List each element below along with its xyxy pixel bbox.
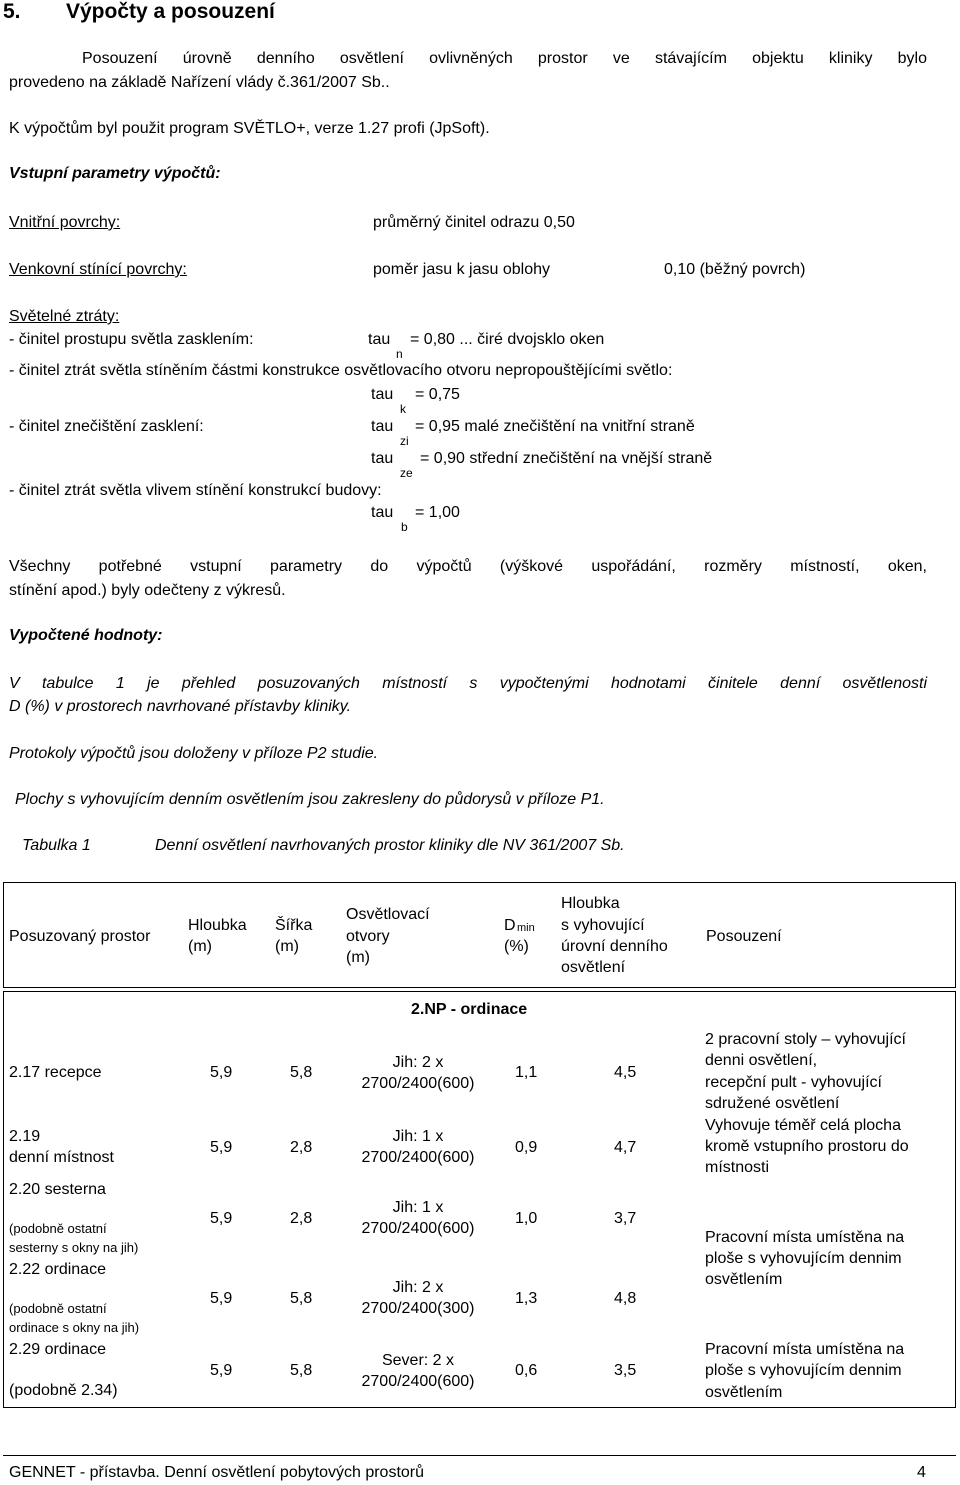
assessment-line: Vyhovuje téměř celá plocha [705, 1117, 901, 1134]
tau-b-symbol: tau [371, 504, 394, 521]
row-width: 5,8 [290, 1290, 313, 1307]
assessment-line: Pracovní místa umístěna na [705, 1229, 905, 1246]
interior-value: průměrný činitel odrazu 0,50 [373, 214, 575, 231]
tau-ze-symbol: tau [371, 450, 394, 467]
tau-zi-subscript: zi [400, 434, 409, 448]
floor-label: 2.NP - ordinace [411, 1001, 528, 1018]
tau-n-symbol: tau [368, 331, 391, 348]
row-windows-1: Jih: 2 x [392, 1279, 444, 1296]
row-sat-depth: 4,7 [614, 1139, 637, 1156]
row-room: 2.22 ordinace [9, 1261, 106, 1278]
row-windows-1: Jih: 1 x [392, 1128, 444, 1145]
assessment-line: denni osvětlení, [705, 1052, 818, 1069]
tau-k-subscript: k [400, 402, 406, 416]
exterior-label: Venkovní stínící povrchy: [9, 261, 187, 278]
row-windows-1: Jih: 2 x [392, 1054, 444, 1071]
row-room-3: sesterny s okny na jih) [9, 1240, 139, 1255]
row-dmin: 1,1 [515, 1064, 538, 1081]
row-sat-depth: 3,5 [614, 1362, 637, 1379]
row-dmin: 0,9 [515, 1139, 538, 1156]
row-width: 2,8 [290, 1210, 313, 1227]
note-line-2: stínění apod.) byly odečteny z výkresů. [9, 582, 286, 599]
assessment-line: osvětlením [705, 1384, 783, 1401]
row-room-2: (podobně ostatní [9, 1301, 107, 1316]
header-assessment: Posouzení [706, 928, 782, 945]
glazing-value: = 0,80 ... čiré dvojsklo oken [410, 331, 605, 348]
row-dmin: 0,6 [515, 1362, 538, 1379]
exterior-value: poměr jasu k jasu oblohy [373, 261, 550, 278]
page-number: 4 [917, 1464, 926, 1481]
building-value: = 1,00 [415, 504, 460, 521]
computed-heading: Vypočtené hodnoty: [9, 627, 163, 644]
computed-p1-line-2: D (%) v prostorech navrhované přístavby kliniky. [9, 698, 352, 715]
exterior-note: 0,10 (běžný povrch) [664, 261, 806, 278]
header-depth-1: Hloubka [188, 917, 247, 934]
row-windows-1: Sever: 2 x [381, 1352, 455, 1369]
header-dmin: D [504, 917, 516, 934]
assessment-line: ploše s vyhovujícím dennim [705, 1362, 902, 1379]
assessment-line: kromě vstupního prostoru do [705, 1138, 909, 1155]
header-sat-2: s vyhovující [561, 917, 645, 934]
header-windows-2: otvory [346, 928, 390, 945]
row-room-2: (podobně 2.34) [9, 1382, 118, 1399]
losses-label: Světelné ztráty: [9, 308, 120, 325]
row-depth: 5,9 [210, 1362, 233, 1379]
tau-ze-subscript: ze [400, 466, 413, 480]
header-sat-4: osvětlení [561, 959, 626, 976]
dirt-zi-value: = 0,95 malé znečištění na vnitřní straně [415, 418, 695, 435]
assessment-line: recepční pult - vyhovující [705, 1074, 882, 1091]
section-title: Výpočty a posouzení [66, 0, 275, 23]
computed-p1-line-1: V tabulce 1 je přehled posuzovaných místností s vypočtenými hodnotami činitele denní osvětlenosti [9, 675, 927, 692]
row-room: 2.19 [9, 1128, 41, 1145]
row-windows-2: 2700/2400(300) [361, 1300, 475, 1317]
row-room-3: ordinace s okny na jih) [9, 1320, 140, 1335]
row-width: 2,8 [290, 1139, 313, 1156]
header-width-1: Šířka [275, 917, 313, 934]
interior-label: Vnitřní povrchy: [9, 214, 121, 231]
row-width: 5,8 [290, 1064, 313, 1081]
tau-k-symbol: tau [371, 386, 394, 403]
glazing-label: - činitel prostupu světla zasklením: [9, 331, 254, 348]
row-room: 2.20 sesterna [9, 1181, 106, 1198]
assessment-line: ploše s vyhovujícím dennim [705, 1250, 902, 1267]
tau-zi-symbol: tau [371, 418, 394, 435]
intro-line-1: Posouzení úrovně denního osvětlení ovlivněných prostor ve stávajícím objektu kliniky bylo [82, 50, 927, 67]
row-room: 2.29 ordinace [9, 1341, 106, 1358]
row-depth: 5,9 [210, 1139, 233, 1156]
row-depth: 5,9 [210, 1064, 233, 1081]
row-room-2: (podobně ostatní [9, 1221, 107, 1236]
section-number: 5. [3, 0, 21, 23]
header-room: Posuzovaný prostor [9, 928, 151, 945]
row-dmin: 1,0 [515, 1210, 538, 1227]
header-dmin-subscript: min [517, 922, 535, 934]
row-width: 5,8 [290, 1362, 313, 1379]
row-room: 2.17 recepce [9, 1064, 102, 1081]
note-line-1: Všechny potřebné vstupní parametry do výpočtů (výškové uspořádání, rozměry místností, oken, [9, 558, 927, 575]
header-dmin-unit: (%) [504, 938, 529, 955]
assessment-line: místnosti [705, 1159, 770, 1176]
intro-line-2: provedeno na základě Nařízení vlády č.361/2007 Sb.. [9, 74, 390, 91]
tau-n-subscript: n [396, 347, 403, 361]
header-sat-3: úrovní denního [561, 938, 668, 955]
header-windows-1: Osvětlovací [346, 906, 430, 923]
inputs-heading: Vstupní parametry výpočtů: [9, 165, 221, 182]
building-label: - činitel ztrát světla vlivem stínění konstrukcí budovy: [9, 482, 382, 499]
header-width-2: (m) [275, 938, 299, 955]
shading-value: = 0,75 [415, 386, 460, 403]
dirt-ze-value: = 0,90 střední znečištění na vnější straně [420, 450, 713, 467]
tau-b-subscript: b [401, 520, 408, 534]
assessment-line: sdružené osvětlení [705, 1095, 840, 1112]
assessment-line: Pracovní místa umístěna na [705, 1341, 905, 1358]
row-sat-depth: 4,5 [614, 1064, 637, 1081]
computed-p3: Plochy s vyhovujícím denním osvětlením jsou zakresleny do půdorysů v příloze P1. [15, 791, 605, 808]
row-windows-2: 2700/2400(600) [361, 1075, 475, 1092]
row-windows-2: 2700/2400(600) [361, 1373, 475, 1390]
table-caption-label: Tabulka 1 [22, 837, 91, 854]
header-sat-1: Hloubka [561, 895, 620, 912]
row-dmin: 1,3 [515, 1290, 538, 1307]
row-sat-depth: 4,8 [614, 1290, 637, 1307]
shading-label: - činitel ztrát světla stíněním částmi konstrukce osvětlovacího otvoru nepropouštějícími světlo: [9, 362, 673, 379]
row-depth: 5,9 [210, 1210, 233, 1227]
row-windows-2: 2700/2400(600) [361, 1149, 475, 1166]
row-sat-depth: 3,7 [614, 1210, 637, 1227]
header-windows-3: (m) [346, 949, 370, 966]
row-windows-2: 2700/2400(600) [361, 1220, 475, 1237]
row-room-2: denní místnost [9, 1149, 114, 1166]
row-depth: 5,9 [210, 1290, 233, 1307]
row-windows-1: Jih: 1 x [392, 1199, 444, 1216]
assessment-line: osvětlením [705, 1271, 783, 1288]
computed-p2: Protokoly výpočtů jsou doloženy v příloze P2 studie. [9, 745, 379, 762]
footer-rule [3, 1455, 956, 1456]
intro-line-3: K výpočtům byl použit program SVĚTLO+, verze 1.27 profi (JpSoft). [9, 120, 490, 137]
dirt-label: - činitel znečištění zasklení: [9, 418, 204, 435]
footer-text: GENNET - přístavba. Denní osvětlení pobytových prostorů [9, 1464, 425, 1481]
table-caption-text: Denní osvětlení navrhovaných prostor kliniky dle NV 361/2007 Sb. [155, 837, 625, 854]
header-depth-2: (m) [188, 938, 212, 955]
assessment-line: 2 pracovní stoly – vyhovující [705, 1031, 906, 1048]
